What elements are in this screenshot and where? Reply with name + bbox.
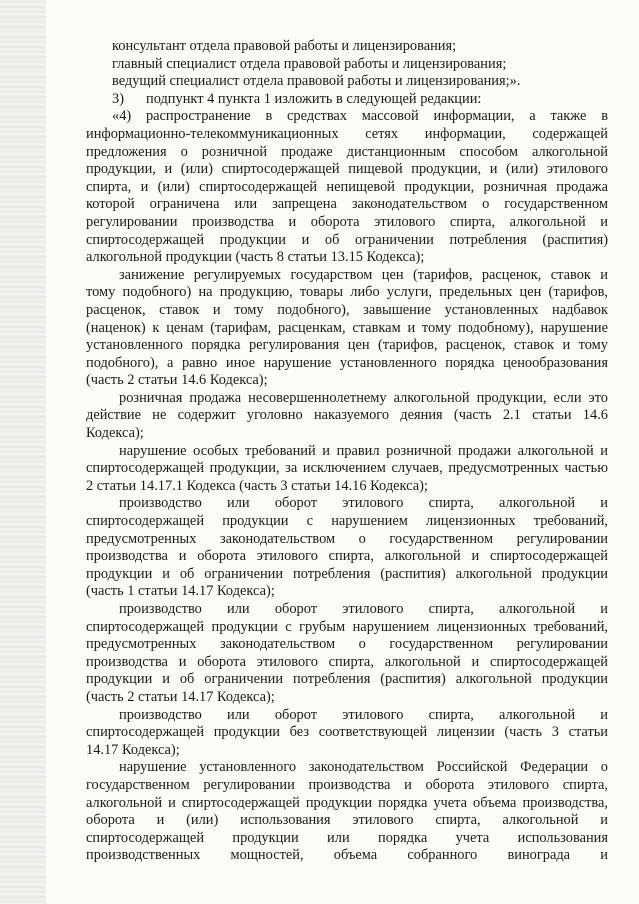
document-line <box>86 495 608 513</box>
document-line <box>86 249 608 267</box>
document-line <box>86 407 608 425</box>
document-line <box>86 531 608 549</box>
line-text: 14.17 Кодекса); <box>86 741 180 758</box>
document-line <box>86 460 608 478</box>
line-text: главный специалист отдела правовой работы и лицензирования; <box>112 55 507 72</box>
line-text: производство или оборот этилового спирта, алкогольной и <box>119 601 608 617</box>
document-line <box>86 284 608 302</box>
document-line <box>86 759 608 777</box>
line-text: установленного порядка регулирования цен (тарифов, расценок, ставок и тому <box>86 337 608 354</box>
document-line <box>86 196 608 214</box>
line-text: спиртосодержащей продукции без соответствующей лицензии (часть 3 статьи <box>86 724 608 741</box>
document-line <box>86 601 608 619</box>
document-line <box>86 214 608 232</box>
line-text: спиртосодержащей продукции или порядка учета использования <box>86 829 608 846</box>
document-line <box>86 372 608 390</box>
document-line <box>86 566 608 584</box>
document-line <box>86 478 608 496</box>
line-text: предусмотренных законодательством о государственном регулировании <box>86 530 608 547</box>
document-line <box>86 724 608 742</box>
document-line <box>86 179 608 197</box>
document-line <box>86 56 608 74</box>
document-line <box>86 161 608 179</box>
document-line <box>86 443 608 461</box>
line-text: спирта, и (или) спиртосодержащей непищевой продукции, розничная продажа <box>86 178 608 195</box>
line-text: подпункт 4 пункта 1 изложить в следующей редакции: <box>146 90 482 107</box>
document-line <box>86 742 608 760</box>
line-text: алкогольной и спиртосодержащей продукции порядка учета объема производства, <box>86 794 608 811</box>
document-line <box>86 548 608 566</box>
line-text: (наценок) к ценам (тарифам, расценкам, ставкам и тому подобному), нарушение <box>86 319 608 336</box>
line-text: которой ограничена или запрещена законодательством о государственном <box>86 196 608 213</box>
line-text: ведущий специалист отдела правовой работы и лицензирования;». <box>112 73 521 90</box>
line-text: продукции и об ограничении потребления (распития) алкогольной продукции <box>86 671 608 688</box>
line-text: подобного), а равно иное нарушение установленного порядка ценообразования <box>86 354 608 371</box>
line-text: (часть 2 статьи 14.6 Кодекса); <box>86 372 268 389</box>
line-text: продукции и об ограничении потребления (распития) алкогольной продукции <box>86 565 608 582</box>
item-number: 3) <box>112 90 124 107</box>
document-line <box>86 689 608 707</box>
line-text: Кодекса); <box>86 425 144 442</box>
line-text: (часть 2 статьи 14.17 Кодекса); <box>86 688 275 705</box>
document-line <box>86 513 608 531</box>
line-text: производство или оборот этилового спирта, алкогольной и <box>119 706 608 723</box>
line-text: предусмотренных законодательством о государственном регулировании <box>86 636 608 653</box>
line-text: консультант отдела правовой работы и лицензирования; <box>112 38 457 54</box>
document-line <box>86 654 608 672</box>
document-line <box>86 144 608 162</box>
line-text: 2 статьи 14.17.1 Кодекса (часть 3 статьи 14.16 Кодекса); <box>86 477 428 494</box>
line-text: государственном регулировании производства и оборота этилового спирта, <box>86 776 608 793</box>
document-line <box>86 707 608 725</box>
document-line <box>86 812 608 830</box>
document-line <box>86 795 608 813</box>
document-line <box>86 830 608 848</box>
document-line <box>86 355 608 373</box>
document-line <box>86 583 608 601</box>
document-line <box>86 91 608 109</box>
line-text: оборота и (или) использования этилового спирта, алкогольной и <box>86 812 608 829</box>
line-text: производства и оборота этилового спирта, алкогольной и спиртосодержащей <box>86 548 608 565</box>
line-text: регулировании производства и оборота этилового спирта, алкогольной и <box>86 213 608 230</box>
line-text: спиртосодержащей продукции и об ограничении потребления (распития) <box>86 231 608 248</box>
line-text: производства и оборота этилового спирта, алкогольной и спиртосодержащей <box>86 653 608 670</box>
scan-left-edge <box>0 0 46 904</box>
document-line <box>86 777 608 795</box>
line-text: производство или оборот этилового спирта, алкогольной и <box>119 495 608 512</box>
line-text: спиртосодержащей продукции с нарушением лицензионных требований, <box>86 513 608 530</box>
line-text: нарушение установленного законодательством Российской Федерации о <box>119 759 608 776</box>
line-text: «4) распространение в средствах массовой информации, а также в <box>112 108 608 125</box>
document-line <box>86 390 608 408</box>
document-line <box>86 232 608 250</box>
document-line <box>86 38 608 56</box>
line-text: розничная продажа несовершеннолетнему алкогольной продукции, если это <box>119 389 608 406</box>
document-line <box>86 267 608 285</box>
line-text: алкогольной продукции (часть 8 статьи 13.15 Кодекса); <box>86 249 425 266</box>
line-text: (часть 1 статьи 14.17 Кодекса); <box>86 583 275 600</box>
document-line <box>86 73 608 91</box>
line-text: расценок, ставок и тому подобного), завышение установленных надбавок <box>86 301 608 318</box>
line-text: спиртосодержащей продукции с грубым нарушением лицензионных требований, <box>86 618 608 635</box>
document-line <box>86 108 608 126</box>
document-line <box>86 847 608 865</box>
line-text: спиртосодержащей продукции, за исключением случаев, предусмотренных частью <box>86 460 608 477</box>
document-line <box>86 671 608 689</box>
line-text: занижение регулируемых государством цен (тарифов, расценок, ставок и <box>119 266 608 283</box>
line-text: производственных мощностей, объема собранного винограда и <box>86 847 608 864</box>
document-line <box>86 126 608 144</box>
line-text: нарушение особых требований и правил розничной продажи алкогольной и <box>119 442 608 459</box>
line-text: предложения о розничной продаже дистанционным способом алкогольной <box>86 143 608 160</box>
document-line <box>86 636 608 654</box>
line-text: продукции, и (или) спиртосодержащей пищевой продукции, и (или) этилового <box>86 161 608 178</box>
document-line <box>86 320 608 338</box>
document-line <box>86 619 608 637</box>
line-text: информационно-телекоммуникационных сетях информации, содержащей <box>86 125 608 142</box>
document-line <box>86 302 608 320</box>
document-page <box>86 38 608 865</box>
document-line <box>86 337 608 355</box>
document-line <box>86 425 608 443</box>
line-text: действие не содержит уголовно наказуемого деяния (часть 2.1 статьи 14.6 <box>86 407 608 424</box>
line-text: тому подобного) на продукцию, товары либо услуги, предельных цен (тарифов, <box>86 284 608 301</box>
